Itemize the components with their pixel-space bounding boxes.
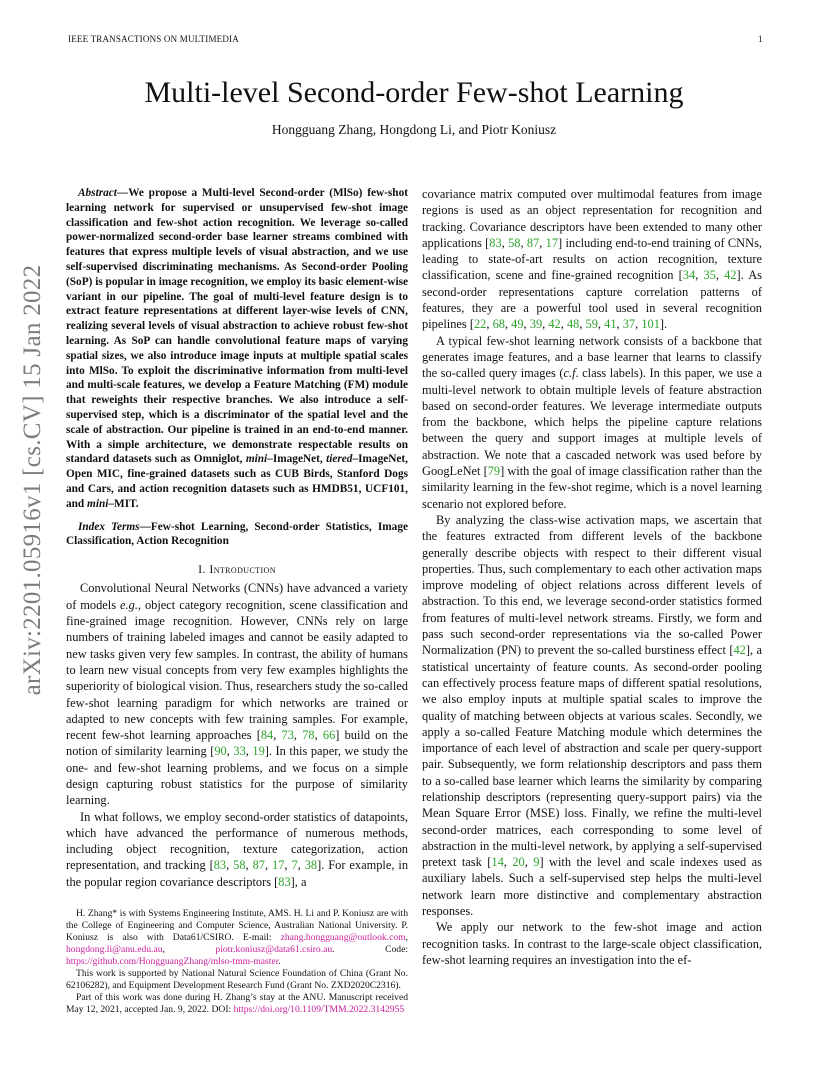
section-number: I. <box>198 562 210 577</box>
email-link-zhang[interactable]: zhang.hongguang@outlook.com <box>280 932 406 943</box>
citation-link[interactable]: 90 <box>214 744 227 759</box>
index-terms-label: Index Terms <box>78 520 140 533</box>
citation-link[interactable]: 84 <box>260 728 274 743</box>
email-link-koniusz[interactable]: piotr.koniusz@data61.csiro.au <box>215 944 333 955</box>
citation-link[interactable]: 83 <box>278 874 291 889</box>
citation-link[interactable]: 49 <box>511 317 524 332</box>
citation-link[interactable]: 58 <box>508 235 521 250</box>
citation-link[interactable]: 19 <box>252 744 265 759</box>
citation-link[interactable]: 66 <box>322 728 336 743</box>
abstract-text-2: –ImageNet, <box>267 453 327 466</box>
author-list: Hongguang Zhang, Hongdong Li, and Piotr Koniusz <box>271 122 557 137</box>
citation-link[interactable]: 59 <box>585 317 598 332</box>
doi-link[interactable]: https://doi.org/10.1109/TMM.2022.3142955 <box>233 1004 405 1015</box>
citation-link[interactable]: 73 <box>281 728 294 743</box>
citation-link[interactable]: 87 <box>526 235 540 250</box>
citation-link[interactable]: 78 <box>302 728 315 743</box>
citation-link[interactable]: 68 <box>492 317 505 332</box>
abstract-tiered: tiered <box>326 453 353 466</box>
footnote-manuscript: Part of this work was done during H. Zhang’s stay at the ANU. Manuscript received May 12, 2021, accepted Jan. 9, 2022. DOI: https://doi.org/10.1109/TMM.2022.3142955 <box>66 992 408 1015</box>
citation-link[interactable]: 87 <box>252 858 265 873</box>
intro-paragraph-1: Convolutional Neural Networks (CNNs) have advanced a variety of models e.g., object category recognition, scene classification and fine-grained image recognition. However, CNNs rely on large numbers of training labeled images and cannot be easily adapted to new tasks given very few samples. In contrast, the ability of humans to learn new visual concepts from very few examples highlights the superiority of biological vision. Thus, researchers study the so-called few-shot learning paradigm for which networks are trained or adapted to new concepts with few training samples. For example, recent few-shot learning approaches [84, 73, 78, 66] build on the notion of similarity learning [90, 33, 19]. In this paper, we study the one- and few-shot learning problems, and we focus on a simple design capturing robust statistics for the purpose of similarity learning. <box>66 581 408 808</box>
citation-link[interactable]: 101 <box>641 317 660 332</box>
right-column <box>422 186 762 968</box>
citation-link[interactable]: 41 <box>604 317 617 332</box>
left-column <box>66 186 408 890</box>
citation-link[interactable]: 42 <box>733 643 746 658</box>
running-header: IEEE TRANSACTIONS ON MULTIMEDIA <box>68 34 239 44</box>
citation-link[interactable]: 14 <box>491 855 504 870</box>
citation-link[interactable]: 79 <box>487 464 501 479</box>
abstract-text-4: –MIT. <box>108 497 139 510</box>
citation-link[interactable]: 7 <box>291 858 298 873</box>
footnote-funding: This work is supported by National Natural Science Foundation of China (Grant No. 62106282), and Equipment Development Research Fund (Grant No. ZXD2020C2316). <box>66 968 408 991</box>
email-link-li[interactable]: hongdong.li@anu.edu.au <box>66 944 163 955</box>
page-number: 1 <box>758 34 763 44</box>
section-title: Introduction <box>209 562 276 577</box>
citation-link[interactable]: 39 <box>529 317 543 332</box>
intro-paragraph-6: We apply our network to the few-shot image and action recognition tasks. In contrast to the large-scale object classification, few-shot learning requires an investigation into the ef- <box>422 920 762 967</box>
citation-link[interactable]: 58 <box>233 858 246 873</box>
citation-link[interactable]: 9 <box>533 855 540 870</box>
citation-link[interactable]: 34 <box>682 268 696 283</box>
citation-link[interactable]: 48 <box>566 317 580 332</box>
abstract-text: —We propose a Multi-level Second-order (MlSo) few-shot learning network for supervised or unsupervised few-shot image classification and few-shot action recognition. We leverage so-called power-normalized second-order base learner streams combined with features that express multiple levels of visual abstraction, and we use self-supervised discriminating mechanisms. As Second-order Pooling (SoP) is popular in image recognition, we employ its basic element-wise variant in our pipeline. The goal of multi-level feature design is to extract feature representations at different layer-wise levels of CNN, realizing several levels of visual abstraction to achieve robust few-shot learning. As SoP can handle convolutional feature maps of varying spatial sizes, we also introduce image inputs at multiple spatial scales into MlSo. To exploit the discriminative information from multi-level and multi-scale features, we develop a Feature Matching (FM) module that reweights their respective branches. We also introduce a self-supervised step, which is a discriminator of the spatial level and the scale of abstraction. Our pipeline is trained in an end-to-end manner. With a simple architecture, we demonstrate respectable results on standard datasets such as Omniglot, <box>66 187 408 466</box>
intro-paragraph-5: By analyzing the class-wise activation maps, we ascertain that the features extracted from different levels of the backbone generally describe objects with respect to their different visual properties. Thus, such complementary to each other activation maps improve modeling of object relations across different levels of abstraction. To this end, we leverage second-order statistics formed from features of multi-level network streams. Firstly, we form and pass such second-order representations via the so-called Power Normalization (PN) to prevent the so-called burstiness effect [42], a statistical uncertainty of feature counts. As second-order pooling can effectively process feature maps of different spatial resolutions, we also employ inputs at multiple spatial scales to improve the quality of matching between objects at various scales. Secondly, we apply a so-called Feature Matching module which determines the importance of each level of abstraction and scale per query-support pair. Subsequently, we form relationship descriptors and pass them to a so-called base learner which learns the similarity by comparing relationship descriptors (representing query-support pairs) via the Mean Square Error (MSE) loss. Finally, we refine the multi-level second-order matrices, each corresponding to some level of abstraction in the multi-level network, by applying a self-supervised pretext task [14, 20, 9] with the level and scale indexes used as auxiliary labels. Such a self-supervised step helps the multi-level network learn more distinctive and complementary abstraction responses. <box>422 512 763 919</box>
abstract <box>66 186 408 512</box>
intro-paragraph-2: In what follows, we employ second-order statistics of datapoints, which have advanced the performance of numerous methods, including object recognition, texture categorization, action representation, and tracking [83, 58, 87, 17, 7, 38]. For example, in the popular region covariance descriptors [83], a <box>66 809 409 889</box>
footnote-affiliations: H. Zhang* is with Systems Engineering Institute, AMS. H. Li and P. Koniusz are with the College of Engineering and Computer Science, Australian National University. P. Koniusz is also with Data61/CSIRO. E-mail: zhang.hongguang@outlook.com, hongdong.li@anu.edu.au, piotr.koniusz@data61.csiro.au. Code: https://github.com/HongguangZhang/mlso-tmm-master. <box>66 908 409 967</box>
intro-paragraph-3: covariance matrix computed over multimodal features from image regions is used as an object representation for recognition and tracking. Covariance descriptors have been extended to many other applications [83, 58, 87, 17] including end-to-end training of CNNs, leading to state-of-art results on action recognition, texture classification, scene and fine-grained recognition [34, 35, 42]. As second-order representations capture correlation patterns of features, they are a powerful tool used in several recognition pipelines [22, 68, 49, 39, 42, 48, 59, 41, 37, 101]. <box>422 187 762 332</box>
code-link[interactable]: https://github.com/HongguangZhang/mlso-tmm-master <box>66 956 279 967</box>
citation-link[interactable]: 17 <box>545 235 559 250</box>
index-terms <box>66 520 408 550</box>
citation-link[interactable]: 38 <box>304 858 318 873</box>
paper-title: Multi-level Second-order Few-shot Learning <box>144 76 684 109</box>
citation-link[interactable]: 20 <box>512 855 525 870</box>
citation-link[interactable]: 42 <box>548 317 561 332</box>
citation-link[interactable]: 83 <box>489 235 502 250</box>
intro-paragraph-4: A typical few-shot learning network consists of a backbone that generates image features, and a base learner that learns to classify the so-called query images (c.f. class labels). In this paper, we use a multi-level network to obtain multiple levels of feature abstraction based on second-order features. We leverage intermediate outputs from the backbone, which helps the pipeline capture relations between the query and support images at multiple levels of abstraction. We note that a cascaded network was used before by GoogLeNet [79] with the goal of image classification rather than the similarity learning in the few-shot regime, which is a novel learning scenario not explored before. <box>422 333 762 511</box>
arxiv-watermark <box>18 264 48 696</box>
abstract-mini: mini <box>245 453 268 466</box>
citation-link[interactable]: 33 <box>233 744 246 759</box>
citation-link[interactable]: 42 <box>724 268 737 283</box>
citation-link[interactable]: 17 <box>272 858 285 873</box>
section-heading <box>66 561 408 577</box>
citation-link[interactable]: 83 <box>213 858 227 873</box>
abstract-label: Abstract <box>78 187 117 199</box>
arxiv-id: arXiv:2201.05916v1 [cs.CV] 15 Jan 2022 <box>19 264 46 696</box>
abstract-text-3: –ImageNet, Open MIC, fine-grained datasets such as CUB Birds, Stanford Dogs and Cars, and action recognition datasets such as HMDB51, UCF101, and <box>66 453 408 510</box>
citation-link[interactable]: 35 <box>703 268 716 283</box>
index-terms-text: —Few-shot Learning, Second-order Statistics, Image Classification, Action Recognition <box>66 520 408 548</box>
abstract-mini-2: mini <box>87 497 109 510</box>
citation-link[interactable]: 22 <box>473 317 487 332</box>
citation-link[interactable]: 37 <box>622 317 636 332</box>
footnotes <box>66 908 408 1016</box>
